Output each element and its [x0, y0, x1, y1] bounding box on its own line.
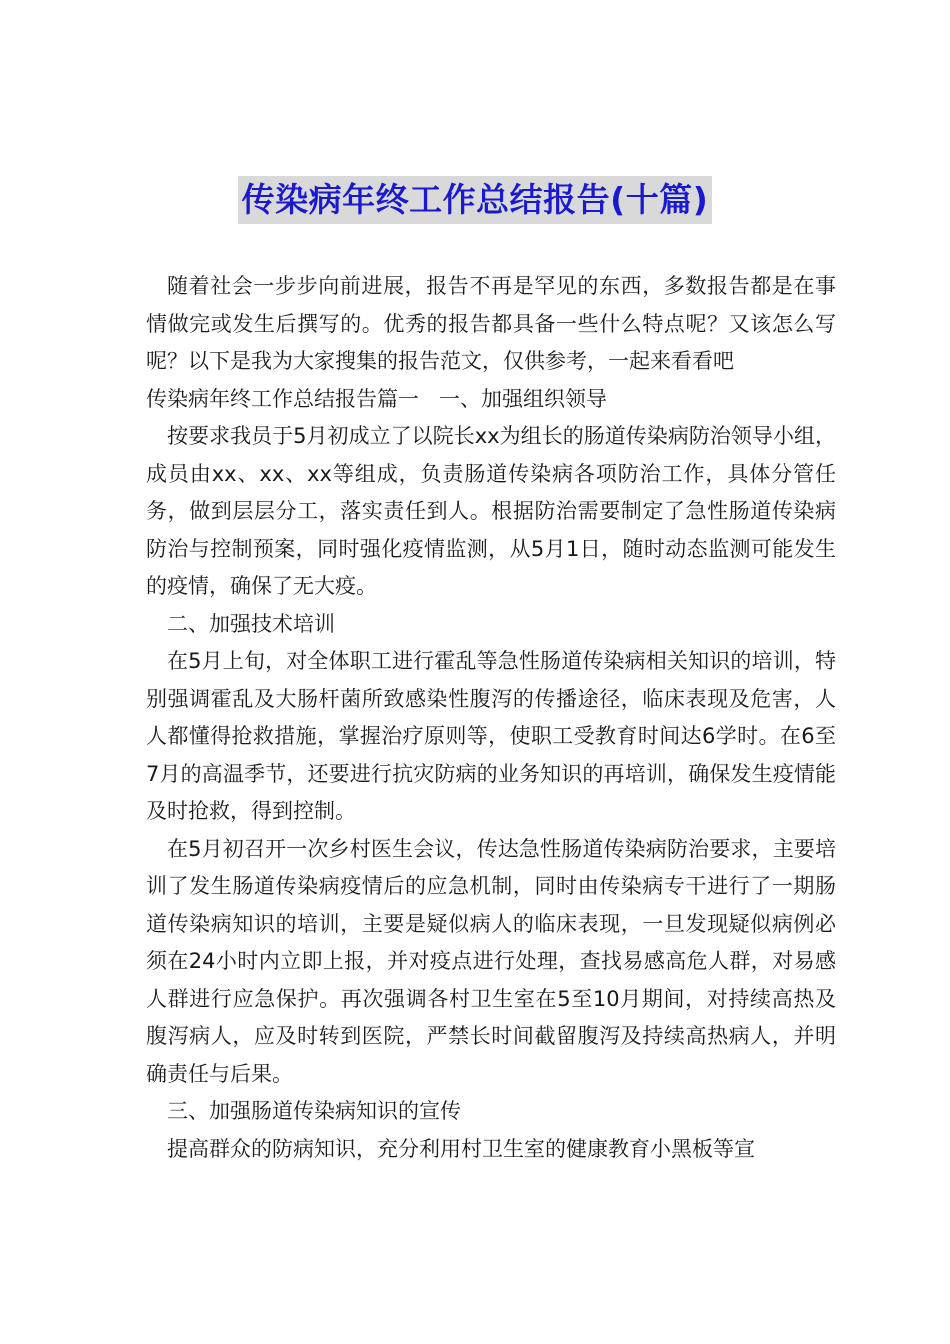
paragraph-village-doctors: 在5月初召开一次乡村医生会议，传达急性肠道传染病防治要求，主要培训了发生肠道传染病疫情后的应急机制，同时由传染病专干进行了一期肠道传染病知识的培训，主要是疑似病人的临床表现，一旦发现疑似病例必须在24小时内立即上报，并对疫点进行处理，查找易感高危人群，对易感人群进行应急保护。再次强调各村卫生室在5至10月期间，对持续高热及腹泻病人，应及时转到医院，严禁长时间截留腹泻及持续高热病人，并明确责任与后果。 [146, 836, 836, 1086]
document-body [146, 268, 836, 1168]
title-container [0, 176, 950, 224]
paragraph-organization: 按要求我员于5月初成立了以院长xx为组长的肠道传染病防治领导小组，成员由xx、xx、xx等组成，负责肠道传染病各项防治工作，具体分管任务，做到层层分工，落实责任到人。根据防治需要制定了急性肠道传染病防治与控制预案，同时强化疫情监测，从5月1日，随时动态监测可能发生的疫情，确保了无大疫。 [146, 424, 836, 598]
section-heading-training: 二、加强技术培训 [167, 611, 335, 636]
document-title: 传染病年终工作总结报告(十篇) [238, 176, 713, 224]
paragraph-publicity: 提高群众的防病知识，充分利用村卫生室的健康教育小黑板等宣 [167, 1136, 755, 1161]
chapter-heading: 传染病年终工作总结报告篇一 一、加强组织领导 [146, 386, 608, 411]
intro-paragraph: 随着社会一步步向前进展，报告不再是罕见的东西，多数报告都是在事情做完或发生后撰写的。优秀的报告都具备一些什么特点呢？又该怎么写呢？以下是我为大家搜集的报告范文，仅供参考，一起来看看吧 [146, 274, 836, 373]
paragraph-training: 在5月上旬，对全体职工进行霍乱等急性肠道传染病相关知识的培训，特别强调霍乱及大肠杆菌所致感染性腹泻的传播途径，临床表现及危害，人人都懂得抢救措施，掌握治疗原则等，使职工受教育时间达6学时。在6至7月的高温季节，还要进行抗灾防病的业务知识的再培训，确保发生疫情能及时抢救，得到控制。 [146, 649, 836, 823]
section-heading-publicity: 三、加强肠道传染病知识的宣传 [167, 1099, 461, 1123]
